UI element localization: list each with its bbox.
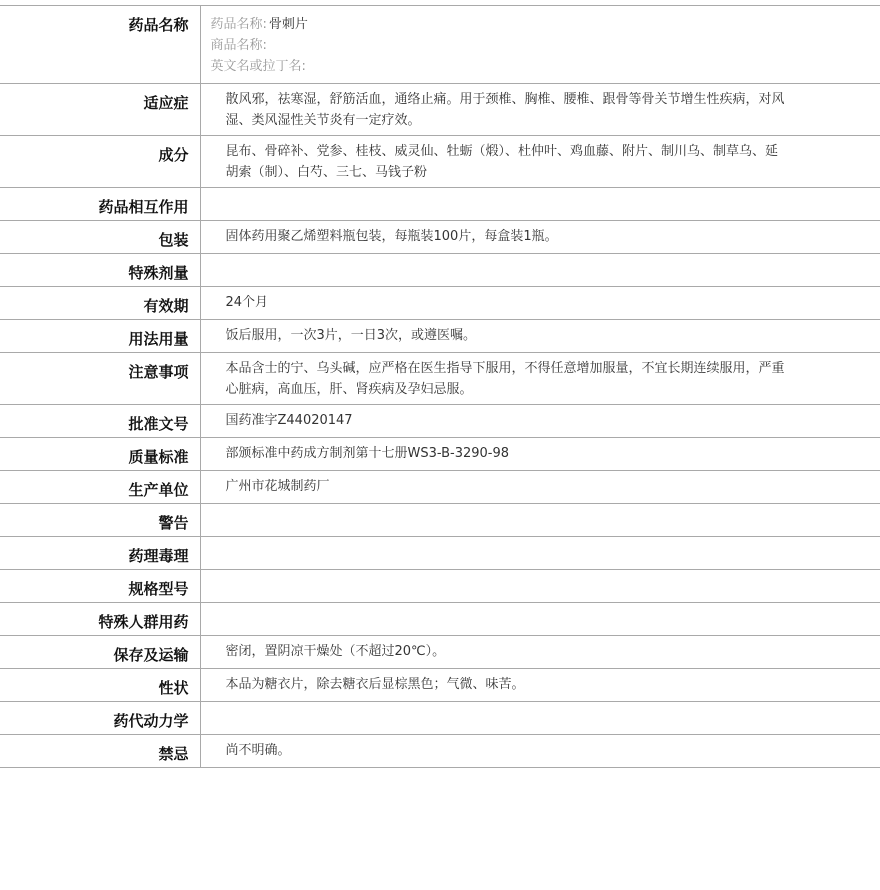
trade-name-label: 商品名称: bbox=[210, 38, 267, 53]
row-special-populations bbox=[0, 603, 880, 636]
row-ingredients bbox=[0, 136, 880, 188]
drug-name-values bbox=[200, 6, 880, 84]
row-value bbox=[200, 254, 880, 287]
trade-name-line bbox=[211, 35, 880, 56]
row-shelf-life bbox=[0, 287, 880, 320]
row-value: 国药准字Z44020147 bbox=[200, 405, 880, 438]
drug-spec-table bbox=[0, 5, 880, 768]
english-name-label: 英文名或拉丁名: bbox=[210, 59, 306, 74]
row-special-dosage bbox=[0, 254, 880, 287]
row-packaging bbox=[0, 221, 880, 254]
row-value: 广州市花城制药厂 bbox=[200, 471, 880, 504]
row-value: 昆布、骨碎补、党参、桂枝、威灵仙、牡蛎（煅）、杜仲叶、鸡血藤、附片、制川乌、制草乌、延胡索（制）、白芍、三七、马钱子粉 bbox=[200, 136, 880, 188]
row-interactions bbox=[0, 188, 880, 221]
row-pharmacology bbox=[0, 537, 880, 570]
row-label: 特殊剂量 bbox=[0, 254, 200, 287]
row-indications bbox=[0, 84, 880, 136]
row-storage bbox=[0, 636, 880, 669]
row-value: 24个月 bbox=[200, 287, 880, 320]
row-value: 本品含士的宁、乌头碱，应严格在医生指导下服用，不得任意增加服量，不宜长期连续服用，严重心脏病，高血压，肝、肾疾病及孕妇忌服。 bbox=[200, 353, 880, 405]
row-value bbox=[200, 603, 880, 636]
row-label: 药代动力学 bbox=[0, 702, 200, 735]
row-label: 警告 bbox=[0, 504, 200, 537]
row-value bbox=[200, 702, 880, 735]
row-value: 密闭，置阴凉干燥处（不超过20℃）。 bbox=[200, 636, 880, 669]
row-quality-standard bbox=[0, 438, 880, 471]
row-label: 质量标准 bbox=[0, 438, 200, 471]
row-drug-name bbox=[0, 6, 880, 84]
row-manufacturer bbox=[0, 471, 880, 504]
row-label: 特殊人群用药 bbox=[0, 603, 200, 636]
row-label: 药品名称 bbox=[0, 6, 200, 84]
row-contraindications bbox=[0, 735, 880, 768]
row-label: 包装 bbox=[0, 221, 200, 254]
row-label: 禁忌 bbox=[0, 735, 200, 768]
row-label: 药品相互作用 bbox=[0, 188, 200, 221]
row-value bbox=[200, 537, 880, 570]
row-precautions bbox=[0, 353, 880, 405]
row-label: 规格型号 bbox=[0, 570, 200, 603]
row-label: 药理毒理 bbox=[0, 537, 200, 570]
row-pharmacokinetics bbox=[0, 702, 880, 735]
row-label: 批准文号 bbox=[0, 405, 200, 438]
row-label: 用法用量 bbox=[0, 320, 200, 353]
row-label: 成分 bbox=[0, 136, 200, 188]
row-value bbox=[200, 504, 880, 537]
row-warning bbox=[0, 504, 880, 537]
generic-name-line bbox=[211, 14, 880, 35]
row-appearance bbox=[0, 669, 880, 702]
english-name-line bbox=[211, 56, 880, 77]
row-value: 饭后服用，一次3片，一日3次，或遵医嘱。 bbox=[200, 320, 880, 353]
row-value bbox=[200, 188, 880, 221]
row-value: 部颁标准中药成方制剂第十七册WS3-B-3290-98 bbox=[200, 438, 880, 471]
row-label: 适应症 bbox=[0, 84, 200, 136]
row-label: 有效期 bbox=[0, 287, 200, 320]
row-value: 尚不明确。 bbox=[200, 735, 880, 768]
row-label: 生产单位 bbox=[0, 471, 200, 504]
generic-name-value: 骨刺片 bbox=[268, 17, 308, 32]
row-label: 注意事项 bbox=[0, 353, 200, 405]
row-label: 性状 bbox=[0, 669, 200, 702]
row-value: 固体药用聚乙烯塑料瓶包装，每瓶装100片，每盒装1瓶。 bbox=[200, 221, 880, 254]
row-approval-number bbox=[0, 405, 880, 438]
row-value bbox=[200, 570, 880, 603]
row-specification bbox=[0, 570, 880, 603]
row-value: 本品为糖衣片，除去糖衣后显棕黑色；气微、味苦。 bbox=[200, 669, 880, 702]
row-usage-dosage bbox=[0, 320, 880, 353]
row-label: 保存及运输 bbox=[0, 636, 200, 669]
generic-name-label: 药品名称: bbox=[210, 17, 267, 32]
row-value: 散风邪，祛寒湿，舒筋活血，通络止痛。用于颈椎、胸椎、腰椎、跟骨等骨关节增生性疾病，对风湿、类风湿性关节炎有一定疗效。 bbox=[200, 84, 880, 136]
